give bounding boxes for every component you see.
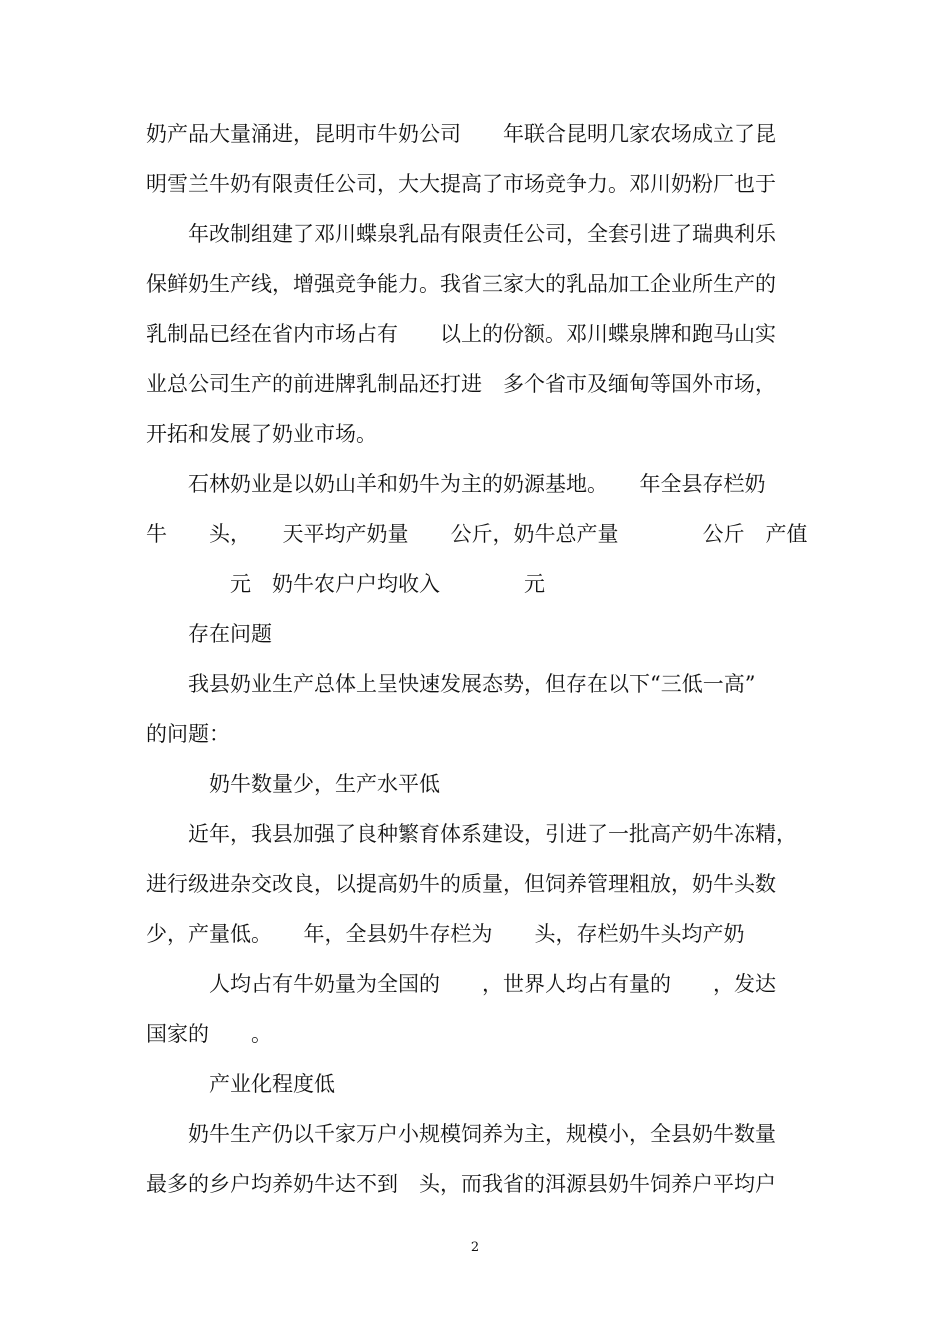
body-text-line: 明雪兰牛奶有限责任公司，大大提高了市场竞争力。邓川奶粉厂也于	[146, 172, 776, 196]
body-text-line: 我县奶业生产总体上呈快速发展态势，但存在以下“三低一高”	[146, 672, 756, 696]
section-heading: 存在问题	[146, 622, 272, 646]
body-text-line: 最多的乡户均养奶牛达不到 头，而我省的洱源县奶牛饲养户平均户	[146, 1172, 776, 1196]
body-text-line: 奶牛生产仍以千家万户小规模饲养为主，规模小，全县奶牛数量	[146, 1122, 776, 1146]
body-text-line: 国家的 。	[146, 1022, 272, 1046]
body-text-line: 奶产品大量涌进，昆明市牛奶公司 年联合昆明几家农场成立了昆	[146, 122, 776, 146]
body-text-line: 保鲜奶生产线，增强竞争能力。我省三家大的乳品加工企业所生产的	[146, 272, 776, 296]
body-text-line: 近年，我县加强了良种繁育体系建设，引进了一批高产奶牛冻精，	[146, 822, 797, 846]
body-text-line: 业总公司生产的前进牌乳制品还打进 多个省市及缅甸等国外市场，	[146, 372, 776, 396]
body-text-line: 的问题：	[146, 722, 230, 746]
body-text-line: 元 奶牛农户户均收入 元	[146, 572, 545, 596]
subsection-heading: 产业化程度低	[146, 1072, 335, 1096]
body-text-line: 乳制品已经在省内市场占有 以上的份额。邓川蝶泉牌和跑马山实	[146, 322, 776, 346]
body-text-line: 少，产量低。 年，全县奶牛存栏为 头，存栏奶牛头均产奶	[146, 922, 745, 946]
body-text-line: 人均占有牛奶量为全国的 ，世界人均占有量的 ，发达	[146, 972, 776, 996]
subsection-heading: 奶牛数量少，生产水平低	[146, 772, 440, 796]
body-text-line: 年改制组建了邓川蝶泉乳品有限责任公司，全套引进了瑞典利乐	[146, 222, 776, 246]
body-text-line: 开拓和发展了奶业市场。	[146, 422, 377, 446]
page-number: 2	[470, 1240, 480, 1255]
body-text-line: 牛 头， 天平均产奶量 公斤，奶牛总产量 公斤 产值	[146, 522, 808, 546]
body-text-line: 进行级进杂交改良，以提高奶牛的质量，但饲养管理粗放，奶牛头数	[146, 872, 776, 896]
body-text-line: 石林奶业是以奶山羊和奶牛为主的奶源基地。 年全县存栏奶	[146, 472, 766, 496]
